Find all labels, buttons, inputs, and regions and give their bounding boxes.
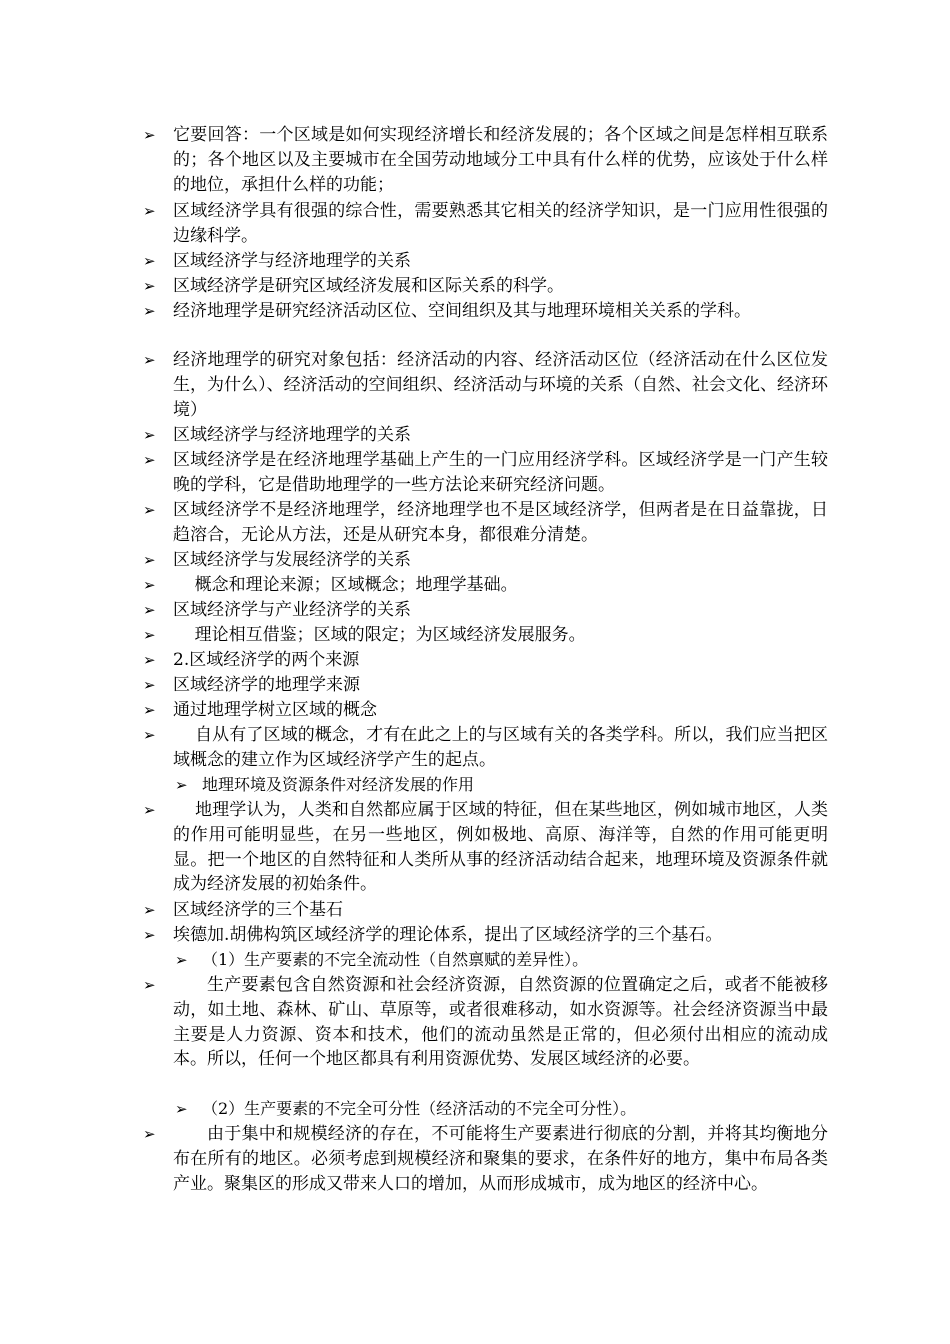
- list-item: [143, 498, 828, 548]
- list-item-text: 经济地理学的研究对象包括：经济活动的内容、经济活动区位（经济活动在什么区位发生，为什么）、经济活动的空间组织、经济活动与环境的关系（自然、社会文化、经济环境）: [173, 350, 828, 420]
- list-item: [143, 673, 828, 698]
- list-item-text: 区域经济学不是经济地理学，经济地理学也不是区域经济学，但两者是在日益靠拢，日趋溶合，无论从方法，还是从研究本身，都很难分清楚。: [173, 500, 828, 545]
- list-item: [143, 348, 828, 422]
- list-item: [143, 448, 828, 498]
- arrow-bullet-icon: ➢: [175, 776, 188, 794]
- list-item: [143, 573, 828, 598]
- list-item: [143, 698, 828, 723]
- list-item-text: 区域经济学与产业经济学的关系: [173, 600, 411, 620]
- list-item-text: 生产要素包含自然资源和社会经济资源，自然资源的位置确定之后，或者不能被移动，如土地、森林、矿山、草原等，或者很难移动，如水资源等。社会经济资源当中最主要是人力资源、资本和技术，他们的流动虽然是正常的，但必须付出相应的流动成本。所以，任何一个地区都具有利用资源优势、发展区域经济的必要。: [173, 975, 828, 1070]
- list-item: [143, 249, 828, 274]
- list-item-text: 经济地理学是研究经济活动区位、空间组织及其与地理环境相关关系的学科。: [173, 301, 751, 321]
- arrow-bullet-icon: ➢: [143, 302, 156, 320]
- list-item-text: 2.区域经济学的两个来源: [173, 650, 360, 670]
- list-item-text: 区域经济学与发展经济学的关系: [173, 550, 411, 570]
- list-item-text: 区域经济学是在经济地理学基础上产生的一门应用经济学科。区域经济学是一门产生较晚的学科，它是借助地理学的一些方法论来研究经济问题。: [173, 450, 828, 495]
- arrow-bullet-icon: ➢: [143, 601, 156, 619]
- list-item-text: 区域经济学的三个基石: [173, 900, 343, 920]
- list-item: [143, 274, 828, 299]
- arrow-bullet-icon: ➢: [143, 126, 156, 144]
- arrow-bullet-icon: ➢: [143, 1125, 156, 1143]
- sub-list-item: [175, 773, 828, 798]
- list-item: [143, 648, 828, 673]
- list-item-text: 由于集中和规模经济的存在，不可能将生产要素进行彻底的分割，并将其均衡地分布在所有的地区。必须考虑到规模经济和聚集的要求，在条件好的地方，集中布局各类产业。聚集区的形成又带来人口的增加，从而形成城市，成为地区的经济中心。: [173, 1124, 828, 1194]
- list-item: [143, 548, 828, 573]
- arrow-bullet-icon: ➢: [143, 277, 156, 295]
- list-item: [143, 299, 828, 324]
- list-item-text: 自从有了区域的概念，才有在此之上的与区域有关的各类学科。所以，我们应当把区域概念的建立作为区域经济学产生的起点。: [173, 725, 828, 770]
- arrow-bullet-icon: ➢: [143, 901, 156, 919]
- list-item-text: 埃德加.胡佛构筑区域经济学的理论体系，提出了区域经济学的三个基石。: [173, 925, 723, 945]
- list-item: [143, 898, 828, 923]
- list-item: [143, 598, 828, 623]
- list-item-text: （2）生产要素的不完全可分性（经济活动的不完全可分性）。: [202, 1099, 637, 1118]
- arrow-bullet-icon: ➢: [143, 976, 156, 994]
- arrow-bullet-icon: ➢: [143, 451, 156, 469]
- list-item-text: 区域经济学的地理学来源: [173, 675, 360, 695]
- list-item-text: 它要回答：一个区域是如何实现经济增长和经济发展的；各个区域之间是怎样相互联系的；各个地区以及主要城市在全国劳动地域分工中具有什么样的优势，应该处于什么样的地位，承担什么样的功能；: [173, 125, 828, 195]
- arrow-bullet-icon: ➢: [143, 801, 156, 819]
- list-item: [143, 973, 828, 1072]
- arrow-bullet-icon: ➢: [143, 926, 156, 944]
- list-item-text: 地理环境及资源条件对经济发展的作用: [202, 775, 475, 794]
- list-item-text: 区域经济学与经济地理学的关系: [173, 425, 411, 445]
- list-item: [143, 423, 828, 448]
- list-item-text: 理论相互借鉴；区域的限定；为区域经济发展服务。: [173, 625, 586, 645]
- arrow-bullet-icon: ➢: [143, 426, 156, 444]
- list-item: [143, 723, 828, 773]
- list-item-text: 区域经济学具有很强的综合性，需要熟悉其它相关的经济学知识，是一门应用性很强的边缘科学。: [173, 201, 828, 246]
- arrow-bullet-icon: ➢: [175, 1100, 188, 1118]
- list-item-text: 概念和理论来源；区域概念；地理学基础。: [173, 575, 518, 595]
- arrow-bullet-icon: ➢: [143, 576, 156, 594]
- arrow-bullet-icon: ➢: [143, 726, 156, 744]
- list-item: [143, 199, 828, 249]
- list-item-text: 地理学认为，人类和自然都应属于区域的特征，但在某些地区，例如城市地区，人类的作用可能明显些，在另一些地区，例如极地、高原、海洋等，自然的作用可能更明显。把一个地区的自然特征和人类所从事的经济活动结合起来，地理环境及资源条件就成为经济发展的初始条件。: [173, 800, 828, 895]
- sub-list-item: [175, 1097, 828, 1122]
- arrow-bullet-icon: ➢: [143, 501, 156, 519]
- list-item: [143, 798, 828, 897]
- list-item: [143, 123, 828, 197]
- arrow-bullet-icon: ➢: [143, 701, 156, 719]
- list-item-text: 通过地理学树立区域的概念: [173, 700, 377, 720]
- list-item-text: 区域经济学是研究区域经济发展和区际关系的科学。: [173, 276, 564, 296]
- arrow-bullet-icon: ➢: [143, 626, 156, 644]
- list-item-text: 区域经济学与经济地理学的关系: [173, 251, 411, 271]
- list-item: [143, 623, 828, 648]
- arrow-bullet-icon: ➢: [143, 651, 156, 669]
- arrow-bullet-icon: ➢: [143, 252, 156, 270]
- arrow-bullet-icon: ➢: [143, 351, 156, 369]
- arrow-bullet-icon: ➢: [175, 951, 188, 969]
- arrow-bullet-icon: ➢: [143, 202, 156, 220]
- sub-list-item: [175, 948, 828, 973]
- arrow-bullet-icon: ➢: [143, 676, 156, 694]
- list-item-text: （1）生产要素的不完全流动性（自然禀赋的差异性）。: [202, 950, 589, 969]
- arrow-bullet-icon: ➢: [143, 551, 156, 569]
- list-item: [143, 1122, 828, 1196]
- list-item: [143, 923, 828, 948]
